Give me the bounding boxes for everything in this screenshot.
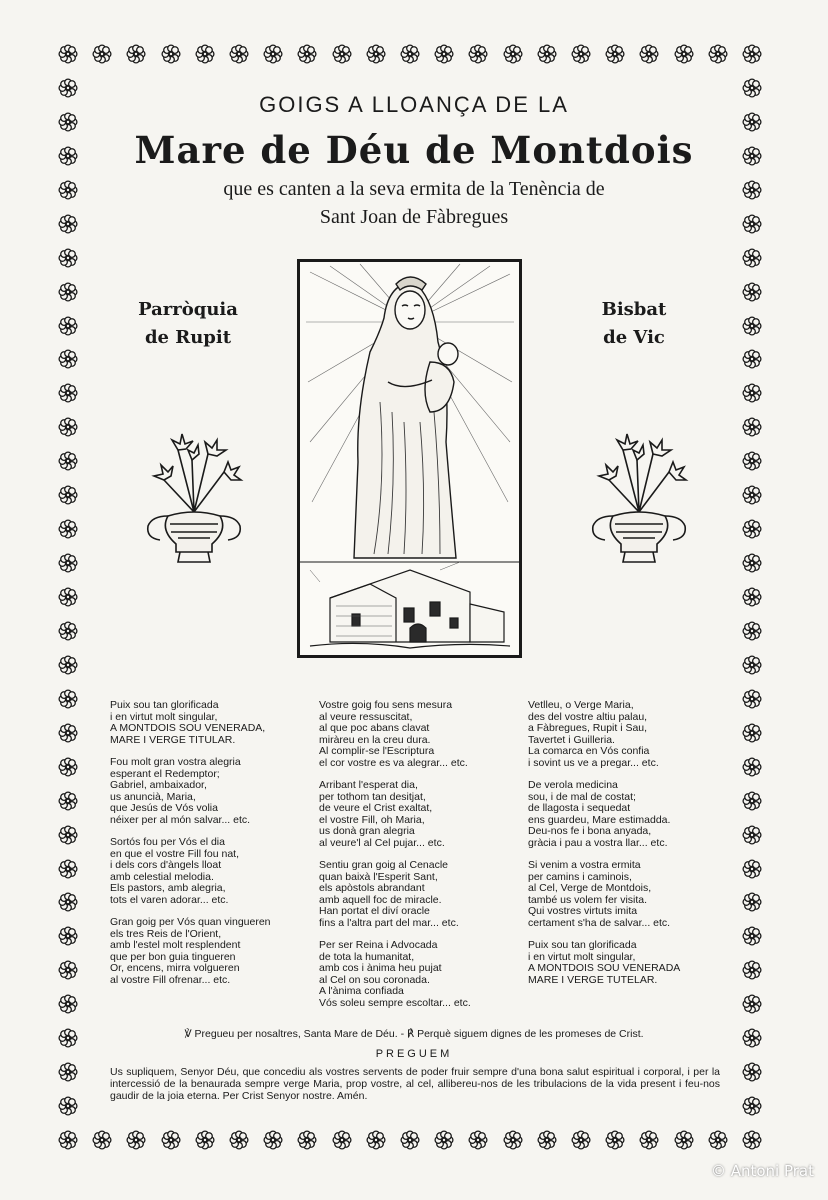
rosette-icon	[263, 44, 283, 64]
rosette-icon	[58, 994, 78, 1014]
rosette-icon	[58, 44, 78, 64]
rosette-icon	[58, 859, 78, 879]
rosette-icon	[503, 44, 523, 64]
rosette-icon	[742, 587, 762, 607]
rosette-icon	[708, 44, 728, 64]
verse-column-1	[110, 700, 310, 997]
rosette-icon	[742, 926, 762, 946]
stanza: Fou molt gran vostra alegria esperant el Redemptor; Gabriel, ambaixador, us anuncià, Maria, que Jesús de Vós volia néixer per al món salvar... etc.	[110, 756, 251, 826]
rosette-icon	[366, 1130, 386, 1150]
versicle-response: ℣ Pregueu per nosaltres, Santa Mare de Déu. - ℟ Perquè siguem dignes de les promeses de Crist.	[184, 1028, 644, 1040]
flower-vase-icon-left	[138, 420, 250, 570]
rosette-icon	[434, 1130, 454, 1150]
rosette-icon	[297, 44, 317, 64]
rosette-icon	[742, 892, 762, 912]
rosette-icon	[742, 621, 762, 641]
rosette-icon	[58, 1130, 78, 1150]
closing-prayer: Us supliquem, Senyor Déu, que concediu als vostres servents de poder fruir sempre d'una bona salut espiritual i corporal, i per la intercessió de la benaurada sempre verge Maria, prop vostre, al cel, allibereu-nos de les tribulacions de la vida present i feu-nos gaudir de la joia eterna. Per Crist Senyor nostre. Amén.	[110, 1066, 720, 1102]
rosette-icon	[58, 960, 78, 980]
rosette-icon	[742, 723, 762, 743]
rosette-icon	[195, 1130, 215, 1150]
rosette-icon	[571, 44, 591, 64]
diocese-label	[574, 296, 694, 352]
rosette-icon	[742, 519, 762, 539]
rosette-icon	[742, 44, 762, 64]
rosette-icon	[742, 316, 762, 336]
rosette-icon	[742, 655, 762, 675]
rosette-icon	[674, 44, 694, 64]
stanza: Vostre goig fou sens mesura al veure ressuscitat, al que poc abans clavat miràreu en la creu dura. Al complir-se l'Escriptura el cor vostre es va alegrar... etc.	[319, 699, 468, 769]
rosette-icon	[400, 1130, 420, 1150]
prayer-heading: PREGUEM	[375, 1048, 453, 1060]
rosette-icon	[366, 44, 386, 64]
rosette-icon	[229, 1130, 249, 1150]
title-line-1: GOIGS A LLOANÇA DE LA	[259, 92, 569, 117]
rosette-icon	[742, 451, 762, 471]
rosette-icon	[92, 44, 112, 64]
rosette-icon	[58, 757, 78, 777]
rosette-icon	[58, 316, 78, 336]
rosette-icon	[58, 621, 78, 641]
parish-label-line-2: de Rupit	[144, 327, 232, 348]
stanza: Puix sou tan glorificada i en virtut molt singular, A MONTDOIS SOU VENERADA, MARE I VERGE TITULAR.	[110, 699, 266, 746]
rosette-icon	[742, 859, 762, 879]
stanza: Per ser Reina i Advocada de tota la humanitat, amb cos i ànima heu pujat al Cel on sou coronada. A l'ànima confiada Vós soleu sempre escoltar... etc.	[319, 939, 471, 1009]
rosette-icon	[742, 757, 762, 777]
rosette-icon	[58, 1062, 78, 1082]
rosette-icon	[58, 587, 78, 607]
flower-vase-icon-right	[583, 420, 695, 570]
parish-label	[128, 296, 248, 352]
rosette-icon	[537, 44, 557, 64]
rosette-icon	[742, 689, 762, 709]
rosette-icon	[742, 349, 762, 369]
rosette-icon	[400, 44, 420, 64]
main-title: Mare de Déu de Montdois	[134, 128, 694, 172]
rosette-icon	[58, 825, 78, 845]
rosette-icon	[58, 349, 78, 369]
rosette-icon	[58, 248, 78, 268]
rosette-icon	[58, 417, 78, 437]
rosette-icon	[742, 791, 762, 811]
verse-column-2	[319, 700, 519, 1020]
rosette-icon	[297, 1130, 317, 1150]
rosette-icon	[263, 1130, 283, 1150]
rosette-icon	[161, 1130, 181, 1150]
stanza: Vetlleu, o Verge Maria, des del vostre altiu palau, a Fàbregues, Rupit i Sau, Tavertet i Guilleria. La comarca en Vós confia i sovint us ve a pregar... etc.	[528, 699, 659, 769]
rosette-icon	[639, 44, 659, 64]
rosette-icon	[503, 1130, 523, 1150]
stanza: Sortós fou per Vós el dia en que el vostre Fill fou nat, i dels cors d'àngels lloat amb celestial melodia. Els pastors, amb alegria, tots el varen adorar... etc.	[110, 836, 239, 906]
rosette-icon	[58, 1096, 78, 1116]
rosette-icon	[742, 485, 762, 505]
rosette-icon	[708, 1130, 728, 1150]
rosette-icon	[742, 553, 762, 573]
stanza: Si venim a vostra ermita per camins i caminois, al Cel, Verge de Montdois, també us volem fer visita. Qui vostres virtuts imita certament s'ha de salvar... etc.	[528, 859, 671, 929]
parish-label-line-1: Parròquia	[138, 299, 238, 320]
rosette-icon	[605, 1130, 625, 1150]
rosette-icon	[674, 1130, 694, 1150]
rosette-icon	[332, 1130, 352, 1150]
stanza: Arribant l'esperat dia, per tothom tan desitjat, de veure el Crist exaltat, el vostre Fill, oh Maria, us donà gran alegria al veure'l al Cel pujar... etc.	[319, 779, 445, 849]
rosette-icon	[58, 723, 78, 743]
rosette-icon	[742, 1062, 762, 1082]
copyright-watermark: © Antoni Prat	[710, 1162, 814, 1180]
rosette-icon	[742, 1130, 762, 1150]
stanza: Puix sou tan glorificada i en virtut molt singular, A MONTDOIS SOU VENERADA MARE I VERGE TUTELAR.	[528, 939, 681, 986]
rosette-icon	[332, 44, 352, 64]
diocese-label-line-2: de Vic	[603, 327, 665, 348]
rosette-icon	[58, 791, 78, 811]
subtitle-line-2: Sant Joan de Fàbregues	[319, 206, 509, 228]
rosette-icon	[58, 926, 78, 946]
rosette-icon	[742, 1096, 762, 1116]
rosette-icon	[161, 44, 181, 64]
stanza: Sentiu gran goig al Cenacle quan baixà l'Esperit Sant, els apòstols abrandant amb aquell foc de miracle. Han portat el diví oracle fins a l'altra part del mar... etc.	[319, 859, 459, 929]
rosette-icon	[195, 44, 215, 64]
rosette-icon	[639, 1130, 659, 1150]
rosette-icon	[58, 383, 78, 403]
rosette-icon	[742, 417, 762, 437]
verse-column-3	[528, 700, 728, 997]
stanza: De verola medicina sou, i de mal de costat; de llagosta i sequedat ens guardeu, Mare estimadda. Deu-nos fe i bona anyada, gràcia i pau a vostra llar... etc.	[528, 779, 671, 849]
hermitage-icon	[300, 562, 519, 654]
rosette-icon	[58, 689, 78, 709]
rosette-icon	[571, 1130, 591, 1150]
stanza: Gran goig per Vós quan vingueren els tres Reis de l'Orient, amb l'estel molt resplendent que per bon guia tingueren Or, encens, mirra volgueren al vostre Fill ofrenar... etc.	[110, 916, 271, 986]
rosette-icon	[126, 44, 146, 64]
rosette-icon	[58, 892, 78, 912]
diocese-label-line-1: Bisbat	[601, 299, 667, 320]
rosette-icon	[434, 44, 454, 64]
rosette-icon	[229, 44, 249, 64]
rosette-icon	[58, 553, 78, 573]
rosette-icon	[605, 44, 625, 64]
rosette-icon	[58, 519, 78, 539]
rosette-icon	[58, 282, 78, 302]
rosette-icon	[742, 383, 762, 403]
rosette-icon	[58, 655, 78, 675]
rosette-icon	[742, 960, 762, 980]
rosette-icon	[468, 44, 488, 64]
subtitle-line-1: que es canten a la seva ermita de la Tenència de	[223, 178, 605, 200]
rosette-icon	[126, 1130, 146, 1150]
rosette-icon	[92, 1130, 112, 1150]
rosette-icon	[742, 248, 762, 268]
rosette-icon	[58, 485, 78, 505]
rosette-icon	[742, 825, 762, 845]
rosette-icon	[742, 282, 762, 302]
rosette-icon	[58, 451, 78, 471]
rosette-icon	[742, 994, 762, 1014]
rosette-icon	[468, 1130, 488, 1150]
rosette-icon	[537, 1130, 557, 1150]
